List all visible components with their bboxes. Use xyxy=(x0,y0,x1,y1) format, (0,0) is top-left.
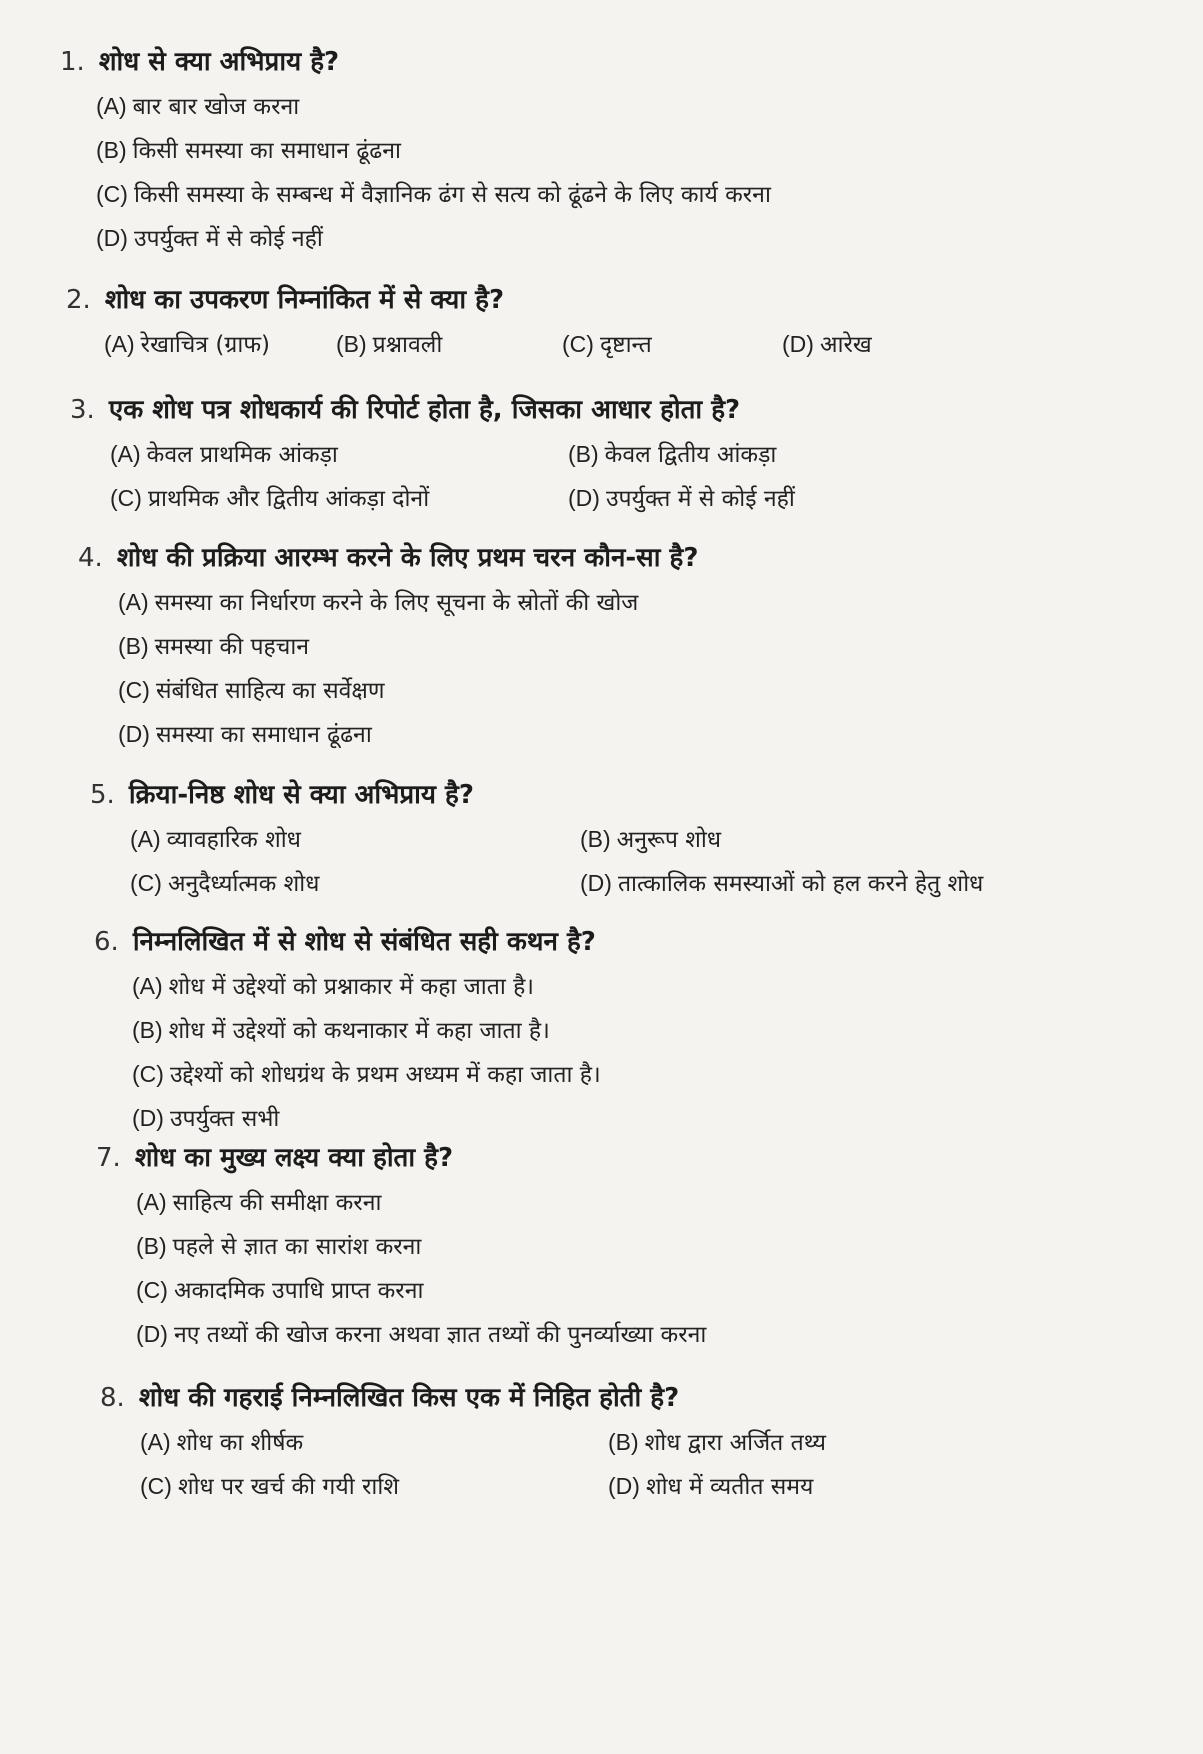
option-d: (D) समस्या का समाधान ढूंढना xyxy=(118,721,372,748)
option-b: (B) केवल द्वितीय आंकड़ा xyxy=(568,441,777,468)
question-text: एक शोध पत्र शोधकार्य की रिपोर्ट होता है, जिसका आधार होता है? xyxy=(108,395,741,425)
option-a: (A) केवल प्राथमिक आंकड़ा xyxy=(110,441,338,468)
question-number: 6. xyxy=(94,927,119,957)
option-b: (B) प्रश्नावली xyxy=(336,331,443,358)
option-d: (D) आरेख xyxy=(782,331,872,358)
question-number: 1. xyxy=(60,47,85,77)
option-c: (C) अकादमिक उपाधि प्राप्त करना xyxy=(136,1277,424,1304)
option-d: (D) तात्कालिक समस्याओं को हल करने हेतु शोध xyxy=(580,870,984,897)
question-6 xyxy=(94,922,601,1140)
option-b: (B) शोध द्वारा अर्जित तथ्य xyxy=(608,1429,826,1456)
question-4 xyxy=(78,538,698,756)
option-a: (A) रेखाचित्र (ग्राफ) xyxy=(104,331,271,358)
option-c: (C) संबंधित साहित्य का सर्वेक्षण xyxy=(118,677,385,704)
question-number: 8. xyxy=(100,1383,125,1413)
question-header xyxy=(78,538,698,574)
question-number: 5. xyxy=(90,780,115,810)
question-text: शोध का मुख्य लक्ष्य क्या होता है? xyxy=(134,1143,454,1173)
option-a: (A) व्यावहारिक शोध xyxy=(130,826,301,853)
option-d: (D) उपर्युक्त सभी xyxy=(132,1105,280,1132)
option-a: (A) समस्या का निर्धारण करने के लिए सूचना के स्रोतों की खोज xyxy=(118,589,639,616)
question-7 xyxy=(96,1138,706,1356)
question-header xyxy=(90,775,1190,811)
option-b: (B) किसी समस्या का समाधान ढूंढना xyxy=(96,137,401,164)
question-number: 4. xyxy=(78,543,103,573)
option-d: (D) नए तथ्यों की खोज करना अथवा ज्ञात तथ्यों की पुनर्व्याख्या करना xyxy=(136,1321,707,1348)
question-text: शोध की प्रक्रिया आरम्भ करने के लिए प्रथम चरन कौन-सा है? xyxy=(116,543,699,573)
option-a: (A) बार बार खोज करना xyxy=(96,93,300,120)
option-c: (C) किसी समस्या के सम्बन्ध में वैज्ञानिक ढंग से सत्य को ढूंढने के लिए कार्य करना xyxy=(96,181,771,208)
option-a: (A) शोध में उद्देश्यों को प्रश्नाकार में कहा जाता है। xyxy=(132,973,535,1000)
option-a: (A) शोध का शीर्षक xyxy=(140,1429,304,1456)
question-text: शोध की गहराई निम्नलिखित किस एक में निहित होती है? xyxy=(138,1383,680,1413)
question-number: 2. xyxy=(66,285,91,315)
question-header xyxy=(100,1378,1000,1414)
option-c: (C) उद्देश्यों को शोधग्रंथ के प्रथम अध्यम में कहा जाता है। xyxy=(132,1061,601,1088)
question-text: शोध का उपकरण निम्नांकित में से क्या है? xyxy=(104,285,505,315)
question-header xyxy=(70,390,970,426)
question-3 xyxy=(70,390,970,520)
question-5 xyxy=(90,775,1190,905)
option-b: (B) शोध में उद्देश्यों को कथनाकार में कहा जाता है। xyxy=(132,1017,550,1044)
question-number: 3. xyxy=(70,395,95,425)
question-text: निम्नलिखित में से शोध से संबंधित सही कथन है? xyxy=(132,927,596,957)
question-1 xyxy=(60,42,771,260)
option-c: (C) अनुदैर्ध्यात्मक शोध xyxy=(130,870,320,897)
question-header xyxy=(66,280,946,316)
question-8 xyxy=(100,1378,1000,1508)
question-text: शोध से क्या अभिप्राय है? xyxy=(98,47,340,77)
option-c: (C) दृष्टान्त xyxy=(562,331,652,358)
option-d: (D) उपर्युक्त में से कोई नहीं xyxy=(568,485,795,512)
option-b: (B) पहले से ज्ञात का सारांश करना xyxy=(136,1233,422,1260)
option-c: (C) प्राथमिक और द्वितीय आंकड़ा दोनों xyxy=(110,485,430,512)
question-header xyxy=(94,922,601,958)
question-header xyxy=(60,42,771,78)
question-2 xyxy=(66,280,946,368)
option-a: (A) साहित्य की समीक्षा करना xyxy=(136,1189,382,1216)
option-b: (B) समस्या की पहचान xyxy=(118,633,310,660)
option-c: (C) शोध पर खर्च की गयी राशि xyxy=(140,1473,399,1500)
question-text: क्रिया-निष्ठ शोध से क्या अभिप्राय है? xyxy=(128,780,474,810)
question-number: 7. xyxy=(96,1143,121,1173)
option-d: (D) उपर्युक्त में से कोई नहीं xyxy=(96,225,323,252)
option-b: (B) अनुरूप शोध xyxy=(580,826,721,853)
option-d: (D) शोध में व्यतीत समय xyxy=(608,1473,814,1500)
question-header xyxy=(96,1138,706,1174)
